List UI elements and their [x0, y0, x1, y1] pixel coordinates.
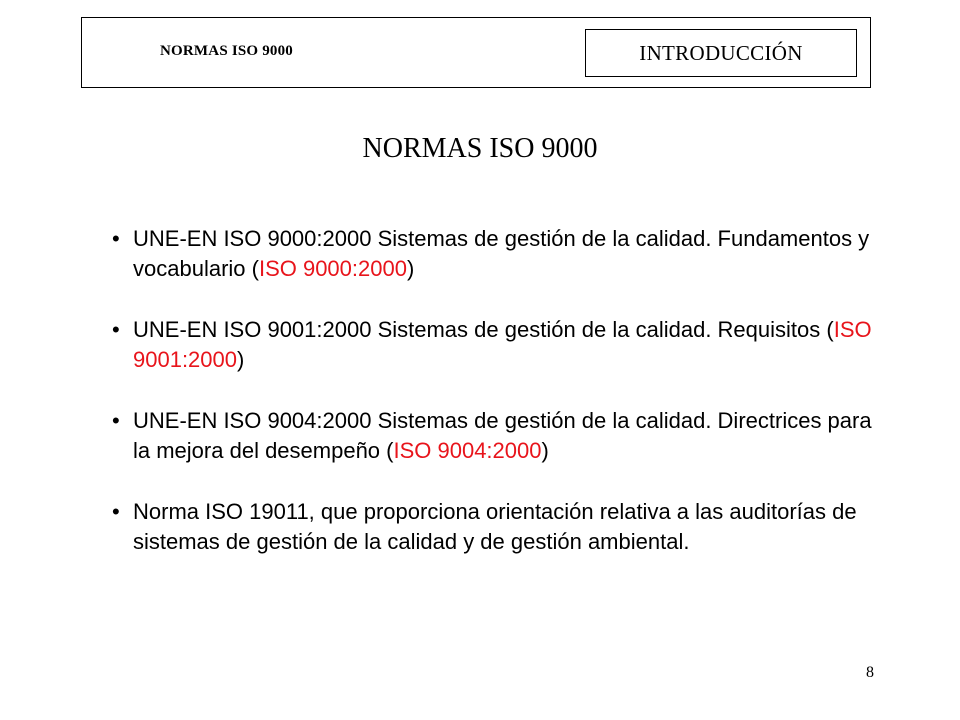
- standard-reference: ISO 9001:2000: [133, 317, 872, 372]
- slide-title: NORMAS ISO 9000: [362, 133, 598, 164]
- item-text: UNE-EN ISO 9001:2000 Sistemas de gestión de la calidad. Requisitos (: [133, 317, 834, 342]
- item-text-end: ): [237, 347, 245, 372]
- header-box: [81, 17, 871, 88]
- bullet-icon: •: [112, 499, 120, 524]
- bullet-icon: •: [112, 317, 120, 342]
- standard-reference: ISO 9000:2000: [258, 256, 407, 281]
- bullet-icon: •: [112, 226, 120, 251]
- page-number: 8: [866, 664, 874, 681]
- item-text-end: ): [406, 256, 415, 281]
- list-item: [112, 497, 872, 557]
- standards-list: [112, 224, 872, 557]
- list-item: [112, 406, 872, 466]
- header-title: NORMAS ISO 9000: [160, 43, 294, 59]
- item-text-end: ): [541, 438, 549, 463]
- bullet-icon: •: [112, 408, 120, 433]
- item-text: Norma ISO 19011, que proporciona orientación relativa a las auditorías de sistemas de gestión de la calidad y de gestión ambiental.: [133, 499, 857, 554]
- standard-reference: ISO 9004:2000: [393, 438, 542, 463]
- item-text: UNE-EN ISO 9000:2000 Sistemas de gestión de la calidad. Fundamentos y vocabulario (: [133, 226, 870, 281]
- item-text: UNE-EN ISO 9004:2000 Sistemas de gestión de la calidad. Directrices para la mejora del desempeño (: [133, 408, 872, 463]
- list-item: [112, 224, 872, 284]
- list-item: [112, 315, 872, 375]
- section-label: INTRODUCCIÓN: [585, 29, 857, 77]
